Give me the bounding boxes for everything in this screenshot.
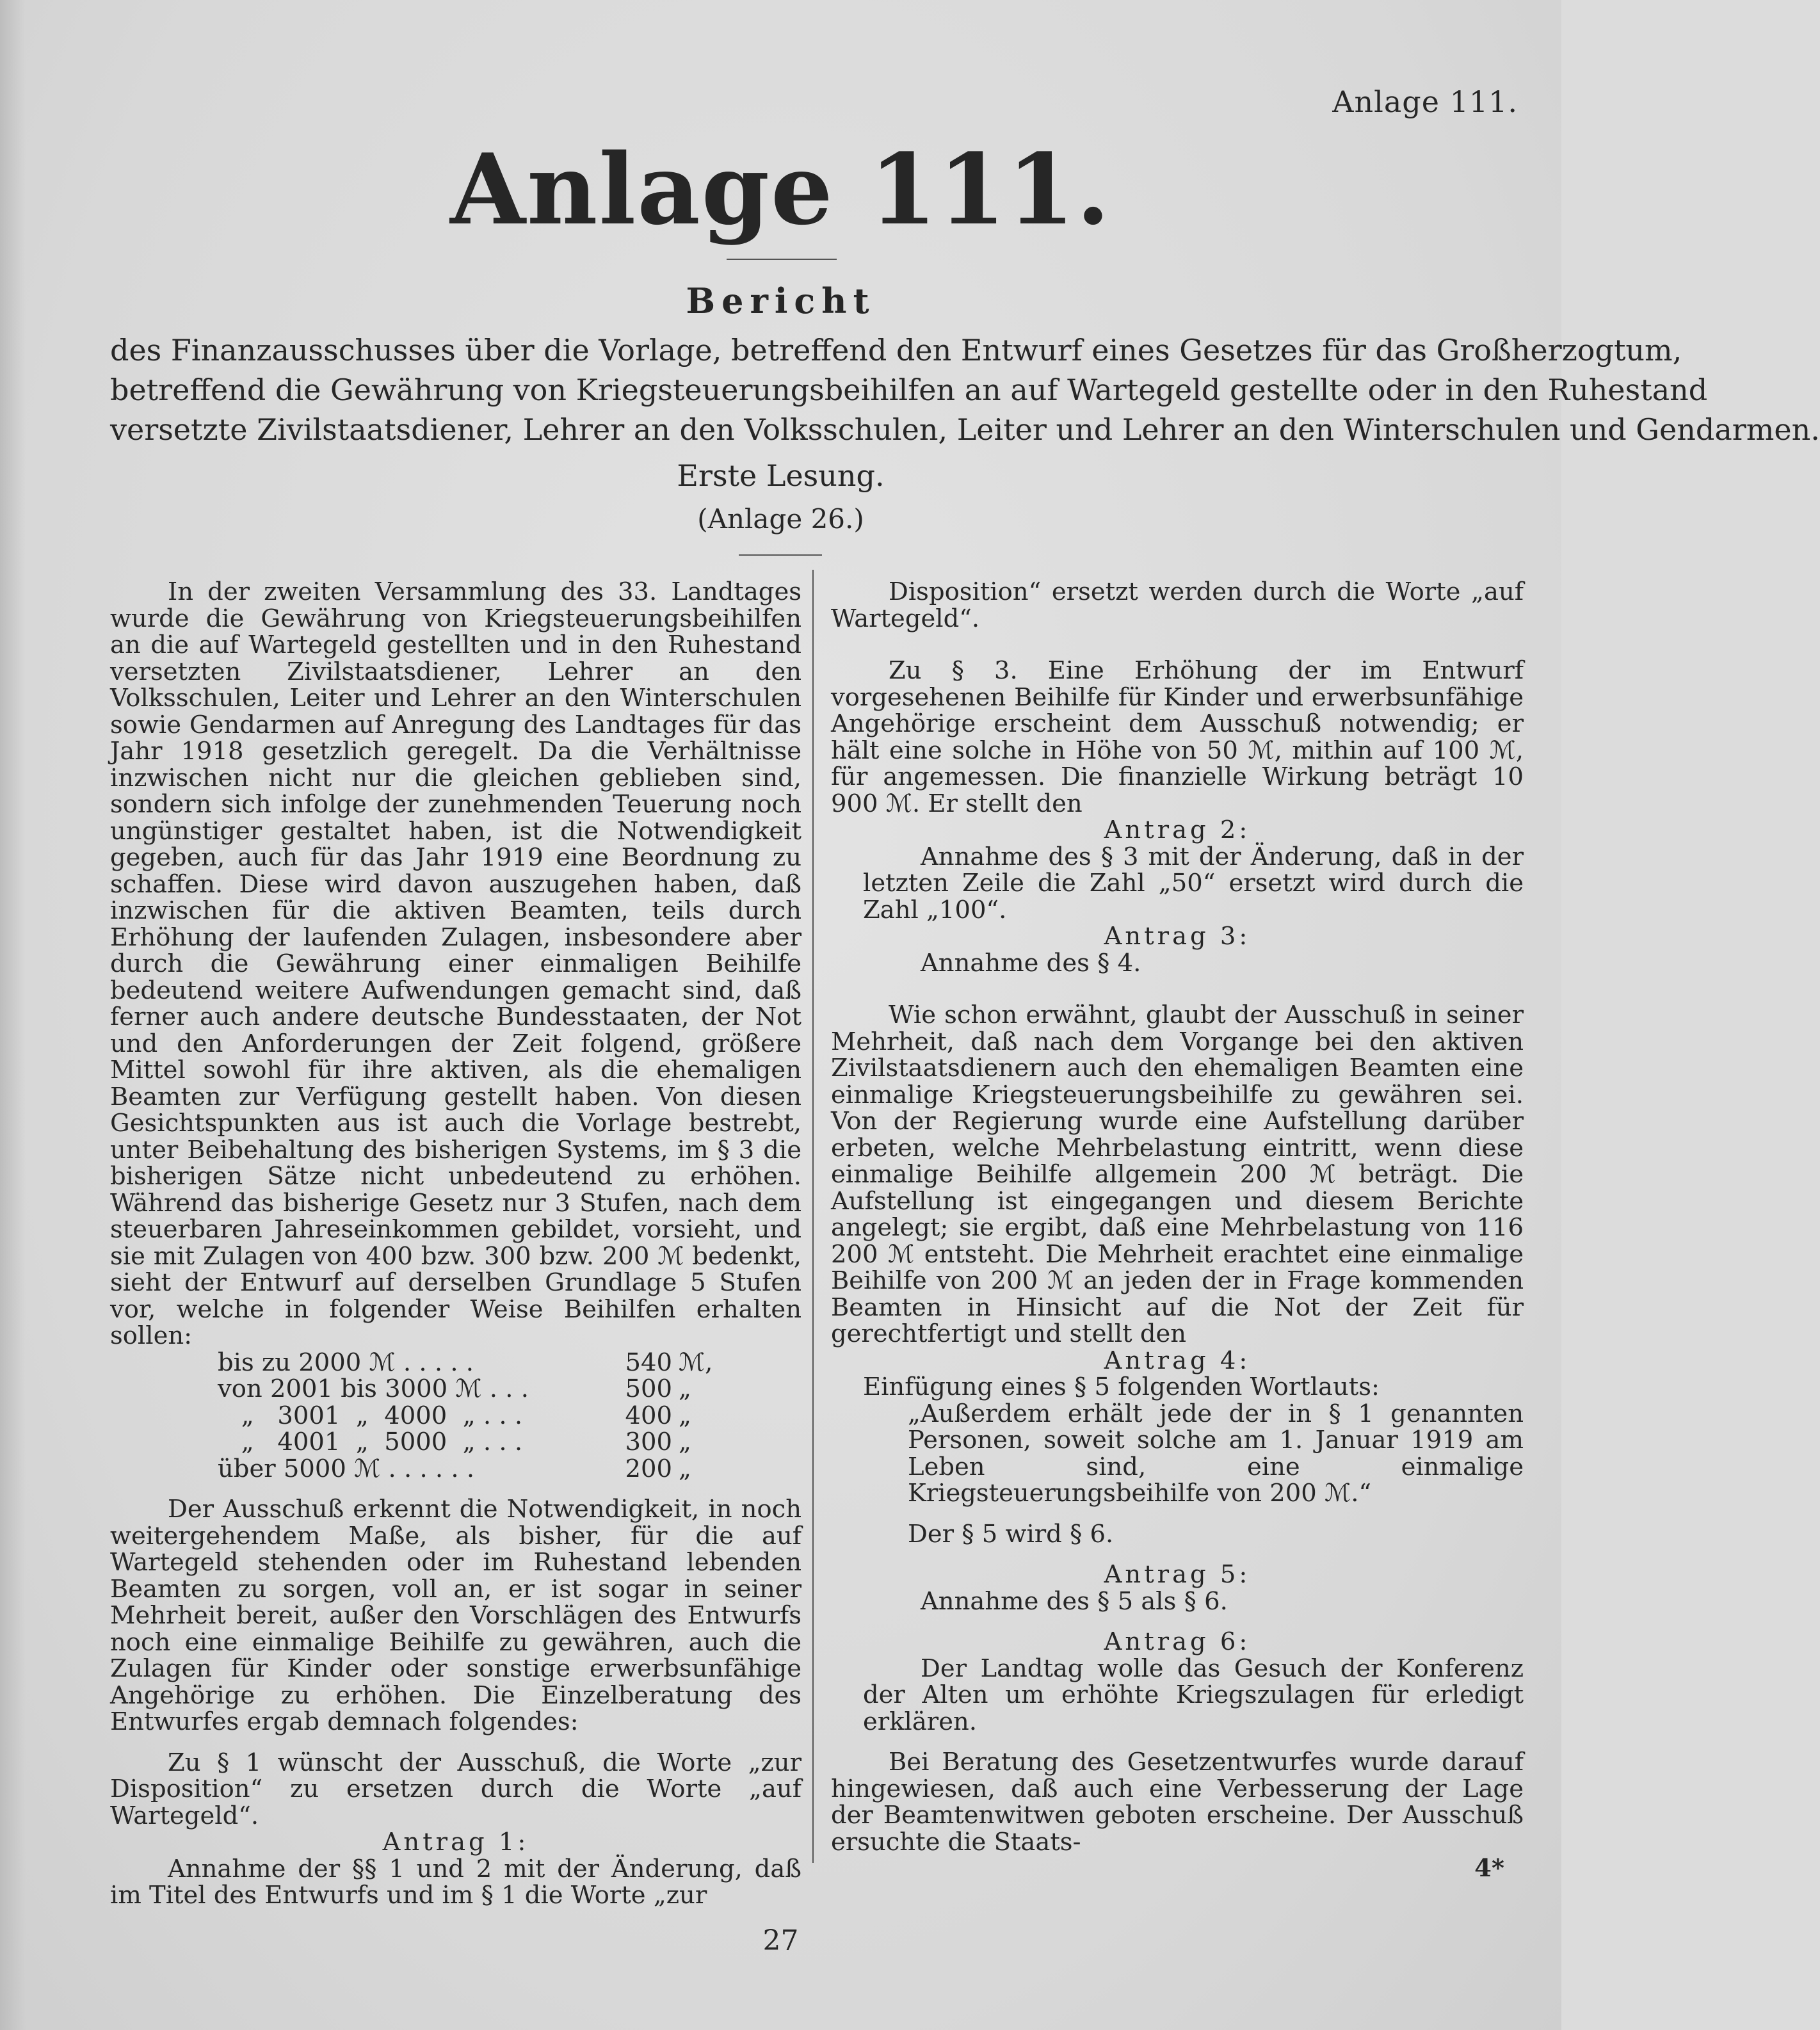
column-divider: [812, 570, 814, 1863]
subtitle-line: des Finanzausschusses über die Vorlage, betreffend den Entwurf eines Gesetzes für das Großherzogtum,: [110, 333, 1682, 367]
final-paragraph: Bei Beratung des Gesetzentwurfes wurde darauf hingewiesen, daß auch eine Verbesserung der Lage der Beamtenwitwen geboten erscheine. Der Ausschuß ersuchte die Staats-: [831, 1748, 1524, 1857]
table-row-label: „ 4001 „ 5000 „ . . .: [218, 1428, 523, 1456]
antrag-4-quote: „Außerdem erhält jede der in § 1 genannten Personen, soweit solche am 1. Januar 1919 am Leben sind, eine einmalige Kriegsteuerungsbeihilfe von 200 ℳ.“: [908, 1399, 1524, 1508]
section3-paragraph: Zu § 3. Eine Erhöhung der im Entwurf vorgesehenen Beihilfe für Kinder und erwerbsunfähige Angehörige erscheint dem Ausschuß notwendig; er hält eine solche in Höhe von 50 ℳ, mithin auf 100 ℳ, für angemessen. Die finanzielle Wirkung beträgt 10 900 ℳ. Er stellt den: [831, 656, 1524, 818]
table-row-amount: 200: [625, 1454, 672, 1483]
table-row: [218, 1349, 801, 1376]
subtitle-line: betreffend die Gewährung von Kriegsteuerungsbeihilfen an auf Wartegeld gestellte oder in den Ruhestand: [110, 373, 1708, 407]
table-row-unit: ℳ,: [679, 1348, 713, 1377]
table-row-unit: „: [679, 1454, 691, 1483]
table-row-amount: 500: [625, 1374, 672, 1403]
left-column: [110, 579, 801, 1909]
table-row-label: bis zu 2000 ℳ . . . . .: [218, 1348, 474, 1377]
table-row: [218, 1429, 801, 1456]
beihilfe-table: [110, 1349, 801, 1483]
table-row-amount: 540: [625, 1348, 672, 1377]
table-row-label: von 2001 bis 3000 ℳ . . .: [218, 1374, 529, 1403]
report-heading: Bericht: [686, 280, 876, 321]
section1-paragraph: Zu § 1 wünscht der Ausschuß, die Worte „zur Disposition“ zu ersetzen durch die Worte „auf Wartegeld“.: [110, 1748, 801, 1830]
running-head: Anlage 111.: [1332, 85, 1518, 119]
antrag-1-label: Antrag 1:: [382, 1828, 529, 1857]
right-column: [831, 579, 1524, 1882]
antrag-4-note: Der § 5 wird § 6.: [908, 1519, 1114, 1549]
annex-reference: (Anlage 26.): [697, 503, 864, 535]
table-row-amount: 400: [625, 1401, 672, 1430]
table-row: [218, 1456, 801, 1483]
table-row-label: über 5000 ℳ . . . . . .: [218, 1454, 475, 1483]
antrag-2-label: Antrag 2:: [1104, 816, 1251, 844]
table-row-unit: „: [679, 1374, 691, 1403]
antrag-1-text: Annahme der §§ 1 und 2 mit der Änderung, daß im Titel des Entwurfs und im § 1 die Worte „zur: [110, 1854, 801, 1910]
report-subtitle: [110, 330, 1820, 449]
antrag-5-label: Antrag 5:: [1104, 1560, 1251, 1589]
antrag-3-label: Antrag 3:: [1104, 922, 1251, 951]
antrag-2-text: Annahme des § 3 mit der Änderung, daß in der letzten Zeile die Zahl „50“ ersetzt wird durch die Zahl „100“.: [863, 842, 1524, 924]
page-number: 27: [762, 1924, 799, 1957]
committee-paragraph: Der Ausschuß erkennt die Notwendigkeit, in noch weitergehendem Maße, als bisher, für die auf Wartegeld stehenden oder im Ruhestand lebenden Beamten zu sorgen, voll an, er ist sogar in seiner Mehrheit bereit, außer den Vorschlägen des Entwurfs noch eine einmalige Beihilfe zu gewähren, auch die Zulagen für Kinder oder sonstige erwerbsunfähige Angehörige zu erhöhen. Die Einzelberatung des Entwurfes ergab demnach folgendes:: [110, 1495, 801, 1736]
intro-paragraph: In der zweiten Versammlung des 33. Landtages wurde die Gewährung von Kriegsteuerungsbeihilfen an die auf Wartegeld gestellten und in den Ruhestand versetzten Zivilstaatsdiener, Lehrer an den Volksschulen, Leiter und Lehrer an den Winterschulen sowie Gendarmen auf Anregung des Landtages für das Jahr 1918 gesetzlich geregelt. Da die Verhältnisse inzwischen nicht nur die gleichen geblieben sind, sondern sich infolge der zunehmenden Teuerung noch ungünstiger gestaltet haben, ist die Notwendigkeit gegeben, auch für das Jahr 1919 eine Beordnung zu schaffen. Diese wird davon auszugehen haben, daß inzwischen für die aktiven Beamten, teils durch Erhöhung der laufenden Zulagen, insbesondere aber durch die Gewährung einer einmaligen Beihilfe bedeutend weitere Aufwendungen gemacht sind, daß ferner auch andere deutsche Bundesstaaten, der Not und den Anforderungen der Zeit folgend, größere Mittel sowohl für ihre aktiven, als die ehemaligen Beamten zur Verfügung gestellt haben. Von diesen Gesichtspunkten aus ist auch die Vorlage bestrebt, unter Beibehaltung des bisherigen Systems, im § 3 die bisherigen Sätze nicht unbedeutend zu erhöhen. Während das bisherige Gesetz nur 3 Stufen, nach dem steuerbaren Jahreseinkommen gebildet, vorsieht, und sie mit Zulagen von 400 bzw. 300 bzw. 200 ℳ bedenkt, sieht der Entwurf auf derselben Grundlage 5 Stufen vor, welche in folgender Weise Beihilfen erhalten sollen:: [110, 577, 801, 1350]
main-title: Anlage 111.: [450, 132, 1111, 246]
table-row-unit: „: [679, 1401, 691, 1430]
antrag-6-text: Der Landtag wolle das Gesuch der Konferenz der Alten um erhöhte Kriegszulagen für erledigt erklären.: [863, 1654, 1524, 1736]
antrag-5-text: Annahme des § 5 als § 6.: [921, 1586, 1228, 1616]
title-rule: [727, 259, 837, 260]
table-row-label: „ 3001 „ 4000 „ . . .: [218, 1401, 523, 1430]
reading-label: Erste Lesung.: [677, 458, 885, 493]
table-row-amount: 300: [625, 1428, 672, 1456]
table-row: [218, 1403, 801, 1430]
antrag-4-label: Antrag 4:: [1104, 1346, 1251, 1375]
continuation-text: Disposition“ ersetzt werden durch die Worte „auf Wartegeld“.: [831, 577, 1524, 633]
antrag-3-text: Annahme des § 4.: [921, 948, 1141, 978]
table-row-unit: „: [679, 1428, 691, 1456]
subtitle-line: versetzte Zivilstaatsdiener, Lehrer an den Volksschulen, Leiter und Lehrer an den Winterschulen und Gendarmen.: [110, 412, 1820, 447]
majority-paragraph: Wie schon erwähnt, glaubt der Ausschuß in seiner Mehrheit, daß nach dem Vorgange bei den aktiven Zivilstaatsdienern auch den ehemaligen Beamten eine einmalige Kriegsteuerungsbeihilfe zu gewähren sei. Von der Regierung wurde eine Aufstellung darüber erbeten, welche Mehrbelastung eintritt, wenn diese einmalige Beihilfe allgemein 200 ℳ beträgt. Die Aufstellung ist eingegangen und diesem Berichte angelegt; sie ergibt, daß eine Mehrbelastung von 116 200 ℳ entsteht. Die Mehrheit erachtet eine einmalige Beihilfe von 200 ℳ an jeden der in Frage kommenden Beamten in Hinsicht auf die Not der Zeit für gerechtfertigt und stellt den: [831, 1001, 1524, 1348]
antrag-4-intro: Einfügung eines § 5 folgenden Wortlauts:: [863, 1373, 1380, 1401]
antrag-6-label: Antrag 6:: [1104, 1627, 1251, 1656]
signature-mark: 4*: [1474, 1854, 1504, 1883]
table-row: [218, 1376, 801, 1403]
section-rule: [739, 554, 822, 556]
